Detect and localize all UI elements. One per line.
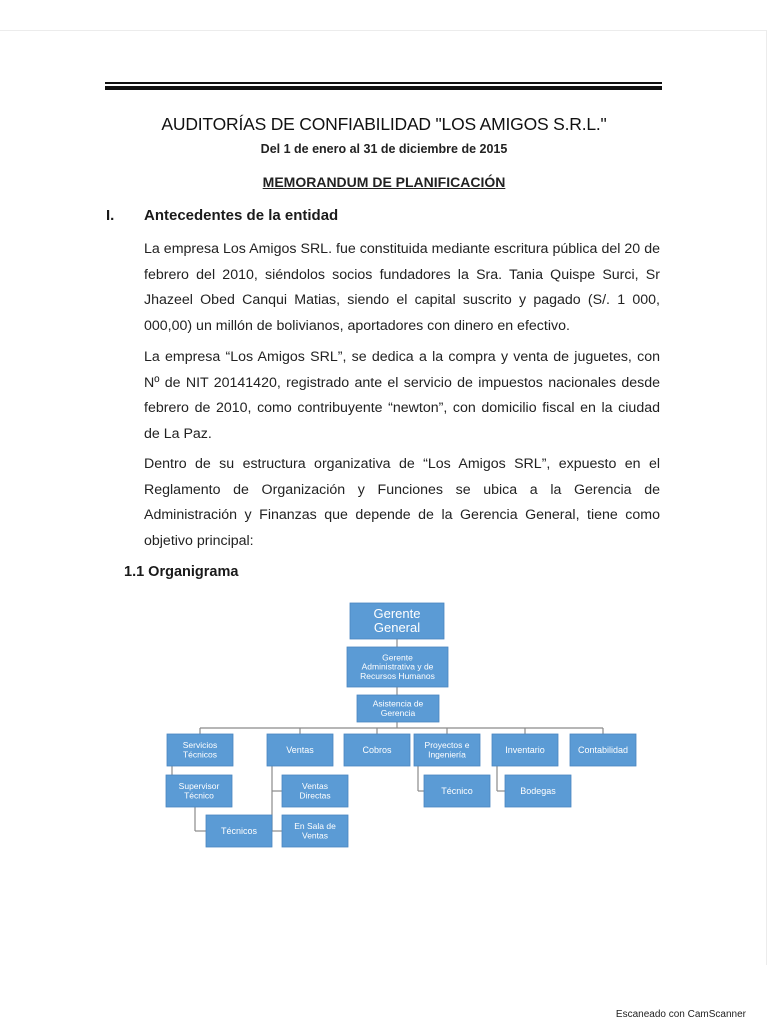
org-node-label: Directas xyxy=(299,790,331,801)
org-node-label: Contabilidad xyxy=(577,744,629,755)
org-node-label: Bodegas xyxy=(520,785,556,796)
org-node-label: General xyxy=(373,620,421,636)
org-node-as xyxy=(357,695,439,722)
org-node-label: Técnicos xyxy=(220,825,258,836)
section-number: I. xyxy=(106,207,115,224)
org-node-label: Asistencia de xyxy=(372,698,424,709)
org-node-label: Ventas xyxy=(302,830,328,841)
org-node-ga xyxy=(347,647,448,687)
org-node-st xyxy=(167,734,233,766)
org-node-label: Gerencia xyxy=(380,707,416,718)
document-title: AUDITORÍAS DE CONFIABILIDAD "LOS AMIGOS S.R.L." xyxy=(161,114,607,134)
org-node-label: Ventas xyxy=(302,781,328,792)
org-node-label: Administrativa y de xyxy=(361,661,434,672)
org-node-ve xyxy=(267,734,333,766)
org-node-bo xyxy=(505,775,571,807)
org-node-label: Inventario xyxy=(505,744,545,755)
org-node-co xyxy=(344,734,410,766)
org-node-label: Proyectos e xyxy=(424,740,470,751)
org-node-ct xyxy=(570,734,636,766)
org-node-gg xyxy=(350,603,444,639)
org-node-su xyxy=(166,775,232,807)
document-period: Del 1 de enero al 31 de diciembre de 2015 xyxy=(260,142,508,156)
org-node-tc xyxy=(424,775,490,807)
org-node-vd xyxy=(282,775,348,807)
org-node-in xyxy=(492,734,558,766)
org-node-label: Servicios xyxy=(182,740,218,751)
memo-title: MEMORANDUM DE PLANIFICACIÓN xyxy=(262,174,506,190)
org-node-label: Técnico xyxy=(184,790,214,801)
org-node-label: Técnicos xyxy=(182,749,218,760)
subsection-title: 1.1 Organigrama xyxy=(124,564,239,580)
org-node-label: En Sala de xyxy=(294,821,336,832)
paragraph-1: La empresa Los Amigos SRL. fue constituida mediante escritura pública del 20 de febrero del 2010, siéndolos socios fundadores la Sra. Tania Quispe Surci, Sr Jhazeel Obed Canqui Matias, siendo el capital suscrito y pagado (S/. 1 000, 000,00) un millón de bolivianos, aportadores con dinero en efectivo. xyxy=(144,241,660,334)
org-node-pi xyxy=(414,734,480,766)
org-node-label: Supervisor xyxy=(178,781,220,792)
paragraph-3: Dentro de su estructura organizativa de “Los Amigos SRL”, expuesto en el Reglamento de Organización y Funciones se ubica a la Gerencia de Administración y Finanzas que depende de la Gerencia General, tiene como objetivo principal: xyxy=(144,456,660,549)
org-node-label: Cobros xyxy=(362,744,392,755)
org-node-label: Ventas xyxy=(286,744,314,755)
org-node-label: Gerente xyxy=(373,606,421,622)
org-node-label: Recursos Humanos xyxy=(360,670,435,681)
scanner-footer: Escaneado con CamScanner xyxy=(615,1009,746,1020)
paragraph-2: La empresa “Los Amigos SRL”, se dedica a la compra y venta de juguetes, con Nº de NIT 20141420, registrado ante el servicio de impuestos nacionales desde febrero de 2010, como contribuyente “newton”, con domicilio fiscal en la ciudad de La Paz. xyxy=(144,349,660,442)
org-node-label: Ingeniería xyxy=(428,749,466,760)
section-title: Antecedentes de la entidad xyxy=(144,207,339,224)
org-node-label: Gerente xyxy=(382,652,413,663)
org-node-label: Técnico xyxy=(441,785,473,796)
org-node-te xyxy=(206,815,272,847)
org-node-vs xyxy=(282,815,348,847)
